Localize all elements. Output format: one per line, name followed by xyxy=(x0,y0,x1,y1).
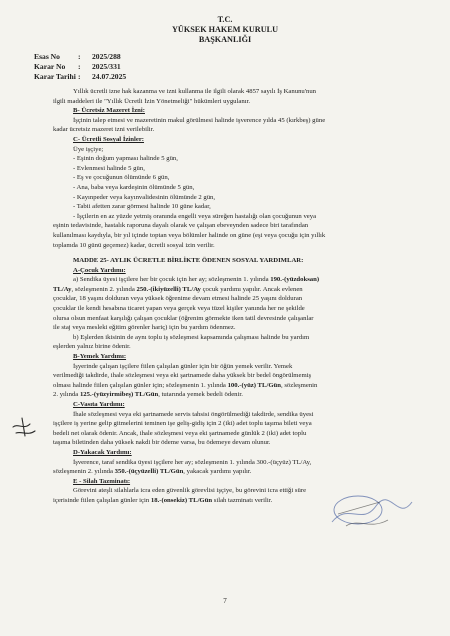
leave-item-disabled-child: - İşçilerin en az yüzde yetmiş oranında engelli veya süreğen hastalığı olan çocuğunun veya xyxy=(73,212,317,220)
child-aid-line: çocuklar, 18 yaşını dolduran veya yüksek öğrenime devam etmesi halinde 25 yaşını dolduran xyxy=(53,295,303,303)
meta-karar-tarihi: Karar Tarihi : 24.07.2025 xyxy=(34,72,127,81)
fuel-aid-line: İşverence, taraf sendika üyesi işçilere her ay; sözleşmenin 1. yılında 300.-(üçyüz) TL/Ay, xyxy=(73,458,312,466)
header-tc: T.C. xyxy=(217,15,233,24)
leave-item: - Kayınpeder veya kayınvalidesinin ölümünde 2 gün, xyxy=(73,193,216,201)
transport-aid-title: C-Vasıta Yardımı: xyxy=(73,401,125,408)
leave-item-disabled-child: kullanılması kaydıyla, bir yıl içinde toptan veya bölümler halinde on güne (eşi veya çocuğu için yıllık xyxy=(53,231,326,239)
annual-leave-line: ilgili maddeleri ile "Yıllık Ücretli İzin Yönetmeliği" hükümleri uygulanır. xyxy=(53,97,251,105)
fuel-aid-line: sözleşmenin 2. yılında 350.-(üçyüzelli) TL/Gün, yakacak yardımı yapılır. xyxy=(53,468,252,476)
fuel-aid-title: D-Yakacak Yardımı: xyxy=(73,448,132,456)
weapon-allowance-title: E - Silah Tazminatı: xyxy=(73,477,131,485)
weapon-allowance-line: Görevini ateşli silahlarla icra eden güvenlik görevlisi işçiye, bu görevini icra ettiği süre xyxy=(73,487,307,495)
annual-leave-line: Yıllık ücretli izne hak kazanma ve izni kullanma ile ilgili olarak 4857 sayılı İş Kanunu'nun xyxy=(73,88,317,95)
child-aid-title: A-Çocuk Yardımı: xyxy=(73,266,126,274)
child-aid-line: ile staj veya mesleki eğitim görenler hariç) için bu yardım ödenmez. xyxy=(53,324,236,332)
weapon-allowance-line: içerisinde fiilen çalışılan günler için 18.-(onsekiz) TL/Gün silah tazminatı verilir. xyxy=(53,496,273,504)
section-c-intro: Üye işçiye; xyxy=(73,145,104,153)
signature-stamp-icon xyxy=(318,492,418,536)
child-aid-spouse-line: b) Eşlerden ikisinin de aynı toplu iş sözleşmesi kapsamında çalışması halinde bu yardım xyxy=(73,333,310,341)
document-body xyxy=(53,87,416,506)
article-25-title: MADDE 25- AYLIK ÜCRETLE BİRLİKTE ÖDENEN SOSYAL YARDIMLAR: xyxy=(73,257,304,265)
meta-karar: Karar No : 2025/331 xyxy=(34,62,121,71)
meta-esas: Esas No : 2025/288 xyxy=(34,52,121,61)
leave-item: - Eşinin doğum yapması halinde 5 gün, xyxy=(73,155,178,163)
leave-item: - Tabii afetten zarar görmesi halinde 10 güne kadar, xyxy=(73,203,211,211)
leave-item: - Evlenmesi halinde 5 gün, xyxy=(73,164,145,172)
child-aid-spouse-line: eşlerden yalnız birine ödenir. xyxy=(53,343,131,351)
header-presidency: BAŞKANLIĞI xyxy=(198,35,252,44)
header-institution: YÜKSEK HAKEM KURULU xyxy=(172,25,278,34)
meal-aid-line: 2. yılında 125.-(yüzyirmibeş) TL/Gün, tutarında yemek bedeli ödenir. xyxy=(53,391,243,399)
child-aid-line: çocuklar ile kendi hesabına ticaret yapan veya gerçek veya tüzel kişiler yanında her ne şekilde xyxy=(53,305,305,313)
child-aid-line: a) Sendika üyesi işçilere her bir çocuk için her ay; sözleşmenin 1. yılında 190.-(yüzdoksan) xyxy=(73,276,320,284)
section-b-title: B- Ücretsiz Mazeret İzni: xyxy=(73,107,145,115)
page-number: 7 xyxy=(223,597,227,605)
meal-aid-title: B-Yemek Yardımı: xyxy=(73,353,127,361)
meal-aid-line: olması halinde fiilen çalışılan günler için; sözleşmenin 1. yılında 100.-(yüz) TL/Gün, sözleşmenin xyxy=(53,381,318,389)
meal-aid-line: verilmediği takdirde, ihale sözleşmesi veya eki şartnamede daha yüksek bir bedel öngörülmemiş xyxy=(53,372,312,380)
section-b-line: kadar ücretsiz mazeret izni verilebilir. xyxy=(53,126,155,134)
leave-item-disabled-child: eşinin tedavisinde, hastalık raporuna dayalı olarak ve çalışan ebeveynden sadece biri tarafından xyxy=(53,222,309,230)
handwritten-margin-mark-icon xyxy=(10,414,38,440)
leave-item: - Ana, baba veya kardeşinin ölümünde 5 gün, xyxy=(73,183,195,191)
leave-item: - Eş ve çocuğunun ölümünde 6 gün, xyxy=(73,174,170,182)
transport-aid-line: işçilere iş yerine gelip gitmelerini teminen işe geliş-gidiş için 2 (iki) adet toplu taşıma bileti veya xyxy=(53,420,312,428)
transport-aid-line: taşıma biletinden daha yüksek nakdi bir ödeme varsa, bu ödemeye devam olunur. xyxy=(53,439,271,447)
section-c-title: C- Ücretli Sosyal İzinler: xyxy=(73,135,145,143)
meal-aid-line: İşyerinde çalışan işçilere fiilen çalışılan günler için bir öğün yemek verilir. Yemek xyxy=(73,362,293,370)
transport-aid-line: bedeli net olarak ödenir. Ancak, ihale sözleşmesi veya eki şartnamede günlük 2 (iki) adet toplu xyxy=(53,429,307,437)
leave-item-disabled-child: toplamda 10 günü geçemez) kadar, ücretli sosyal izin verilir. xyxy=(53,241,215,249)
child-aid-line: TL/Ay, sözleşmenin 2. yılında 250.-(ikiyüzelli) TL/Ay çocuk yardımı yapılır. Ancak evlenen xyxy=(53,285,303,293)
child-aid-line: olursa olsun menfaat karşılığı çalışan çocuklar (öğrenim görmekte iken tatil devresinde çalışanlar xyxy=(53,314,314,322)
section-b-line: İşçinin talep etmesi ve mazeretinin makul görülmesi halinde işverence yılda 45 (kırkbeş) güne xyxy=(73,116,326,124)
transport-aid-line: İhale sözleşmesi veya eki şartnamede servis tahsisi öngörülmediği takdirde, sendika üyesi xyxy=(73,410,314,418)
